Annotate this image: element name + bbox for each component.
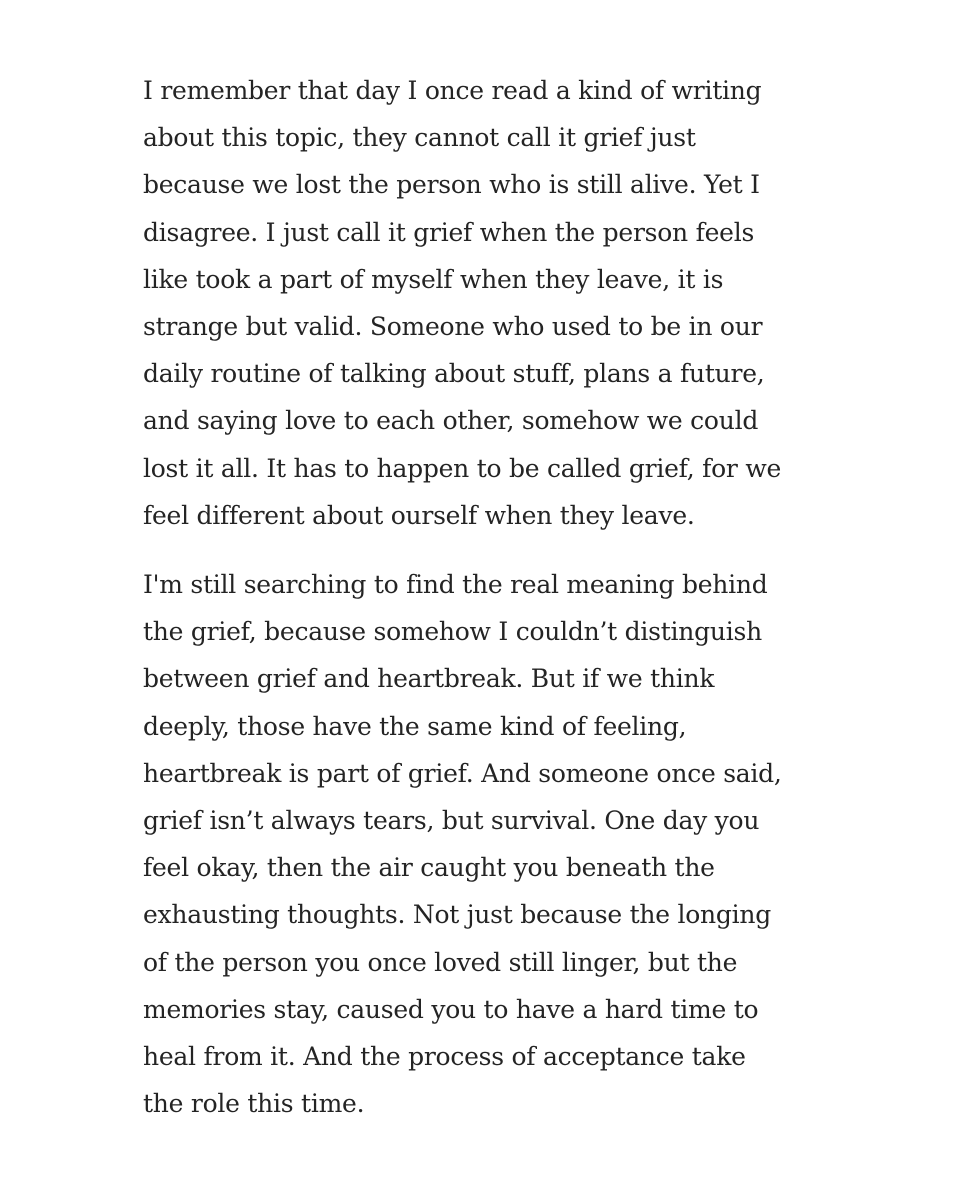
text-line: strange but valid. Someone who used to be in our (143, 312, 763, 342)
text-line: exhausting thoughts. Not just because the longing (143, 900, 771, 930)
text-line: between grief and heartbreak. But if we think (143, 664, 715, 694)
text-line: like took a part of myself when they leave, it is (143, 264, 724, 294)
text-line: the role this time. (143, 1089, 365, 1119)
text-line: I'm still searching to find the real meaning behind (143, 570, 768, 599)
text-line: about this topic, they cannot call it grief just (143, 123, 696, 153)
text-line: daily routine of talking about stuff, plans a future, (143, 359, 765, 389)
text-line: of the person you once loved still linger, but the (143, 947, 738, 977)
text-line: feel different about ourself when they leave. (143, 500, 695, 530)
text-line: the grief, because somehow I couldn’t distinguish (143, 617, 762, 647)
text-line: feel okay, then the air caught you beneath the (143, 853, 715, 883)
text-line: heal from it. And the process of acceptance take (143, 1042, 746, 1072)
text-line: disagree. I just call it grief when the person feels (143, 217, 755, 247)
text-line: grief isn’t always tears, but survival. One day you (143, 806, 760, 836)
text-line: because we lost the person who is still alive. Yet I (143, 170, 760, 200)
text-line: heartbreak is part of grief. And someone once said, (143, 758, 782, 788)
text-line: memories stay, caused you to have a hard time to (143, 994, 759, 1024)
paragraph-2 (143, 561, 843, 1127)
text-line: lost it all. It has to happen to be called grief, for we (143, 453, 782, 483)
text-line: and saying love to each other, somehow we could (143, 406, 759, 436)
text-line: I remember that day I once read a kind of writing (143, 76, 762, 105)
paragraph-1 (143, 67, 843, 539)
text-line: deeply, those have the same kind of feeling, (143, 711, 687, 741)
